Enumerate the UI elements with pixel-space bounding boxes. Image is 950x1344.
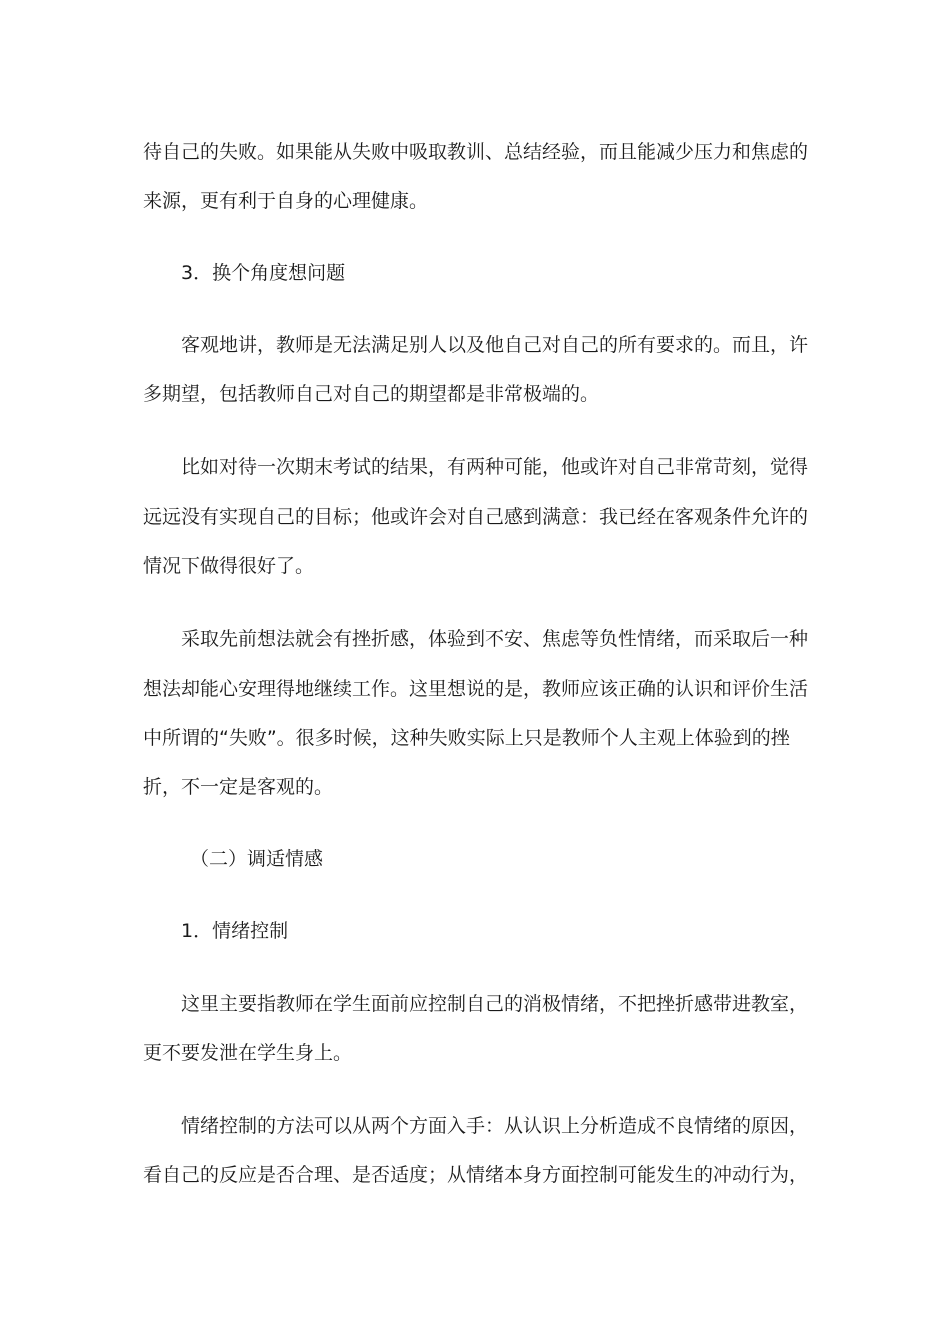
paragraph-line: 这里主要指教师在学生面前应控制自己的消极情绪，不把挫折感带进教室， — [181, 993, 809, 1015]
paragraph-line: 待自己的失败。如果能从失败中吸取教训、总结经验，而且能减少压力和焦虑的 — [143, 141, 809, 163]
paragraph-line: 情绪控制的方法可以从两个方面入手：从认识上分析造成不良情绪的原因， — [181, 1115, 809, 1137]
paragraph-line: 想法却能心安理得地继续工作。这里想说的是，教师应该正确的认识和评价生活 — [143, 678, 809, 700]
paragraph-line: 比如对待一次期末考试的结果，有两种可能，他或许对自己非常苛刻，觉得 — [181, 456, 809, 478]
paragraph-line: 多期望，包括教师自己对自己的期望都是非常极端的。 — [143, 383, 600, 405]
paragraph-line: 折，不一定是客观的。 — [143, 776, 334, 798]
paragraph-line: 远远没有实现自己的目标；他或许会对自己感到满意：我已经在客观条件允许的 — [143, 506, 809, 528]
section-heading: （二）调适情感 — [190, 848, 324, 870]
paragraph-line: 看自己的反应是否合理、是否适度；从情绪本身方面控制可能发生的冲动行为， — [143, 1164, 809, 1186]
paragraph-line: 采取先前想法就会有挫折感，体验到不安、焦虑等负性情绪，而采取后一种 — [181, 628, 809, 650]
paragraph-line: 来源，更有利于自身的心理健康。 — [143, 190, 429, 212]
paragraph-line: 中所谓的“失败”。很多时候，这种失败实际上只是教师个人主观上体验到的挫 — [143, 727, 790, 749]
paragraph-line: 情况下做得很好了。 — [143, 555, 315, 577]
paragraph-line: 客观地讲，教师是无法满足别人以及他自己对自己的所有要求的。而且，许 — [181, 334, 809, 356]
subsection-heading: 1．情绪控制 — [181, 920, 289, 942]
section-heading: 3．换个角度想问题 — [181, 262, 346, 284]
paragraph-line: 更不要发泄在学生身上。 — [143, 1042, 353, 1064]
